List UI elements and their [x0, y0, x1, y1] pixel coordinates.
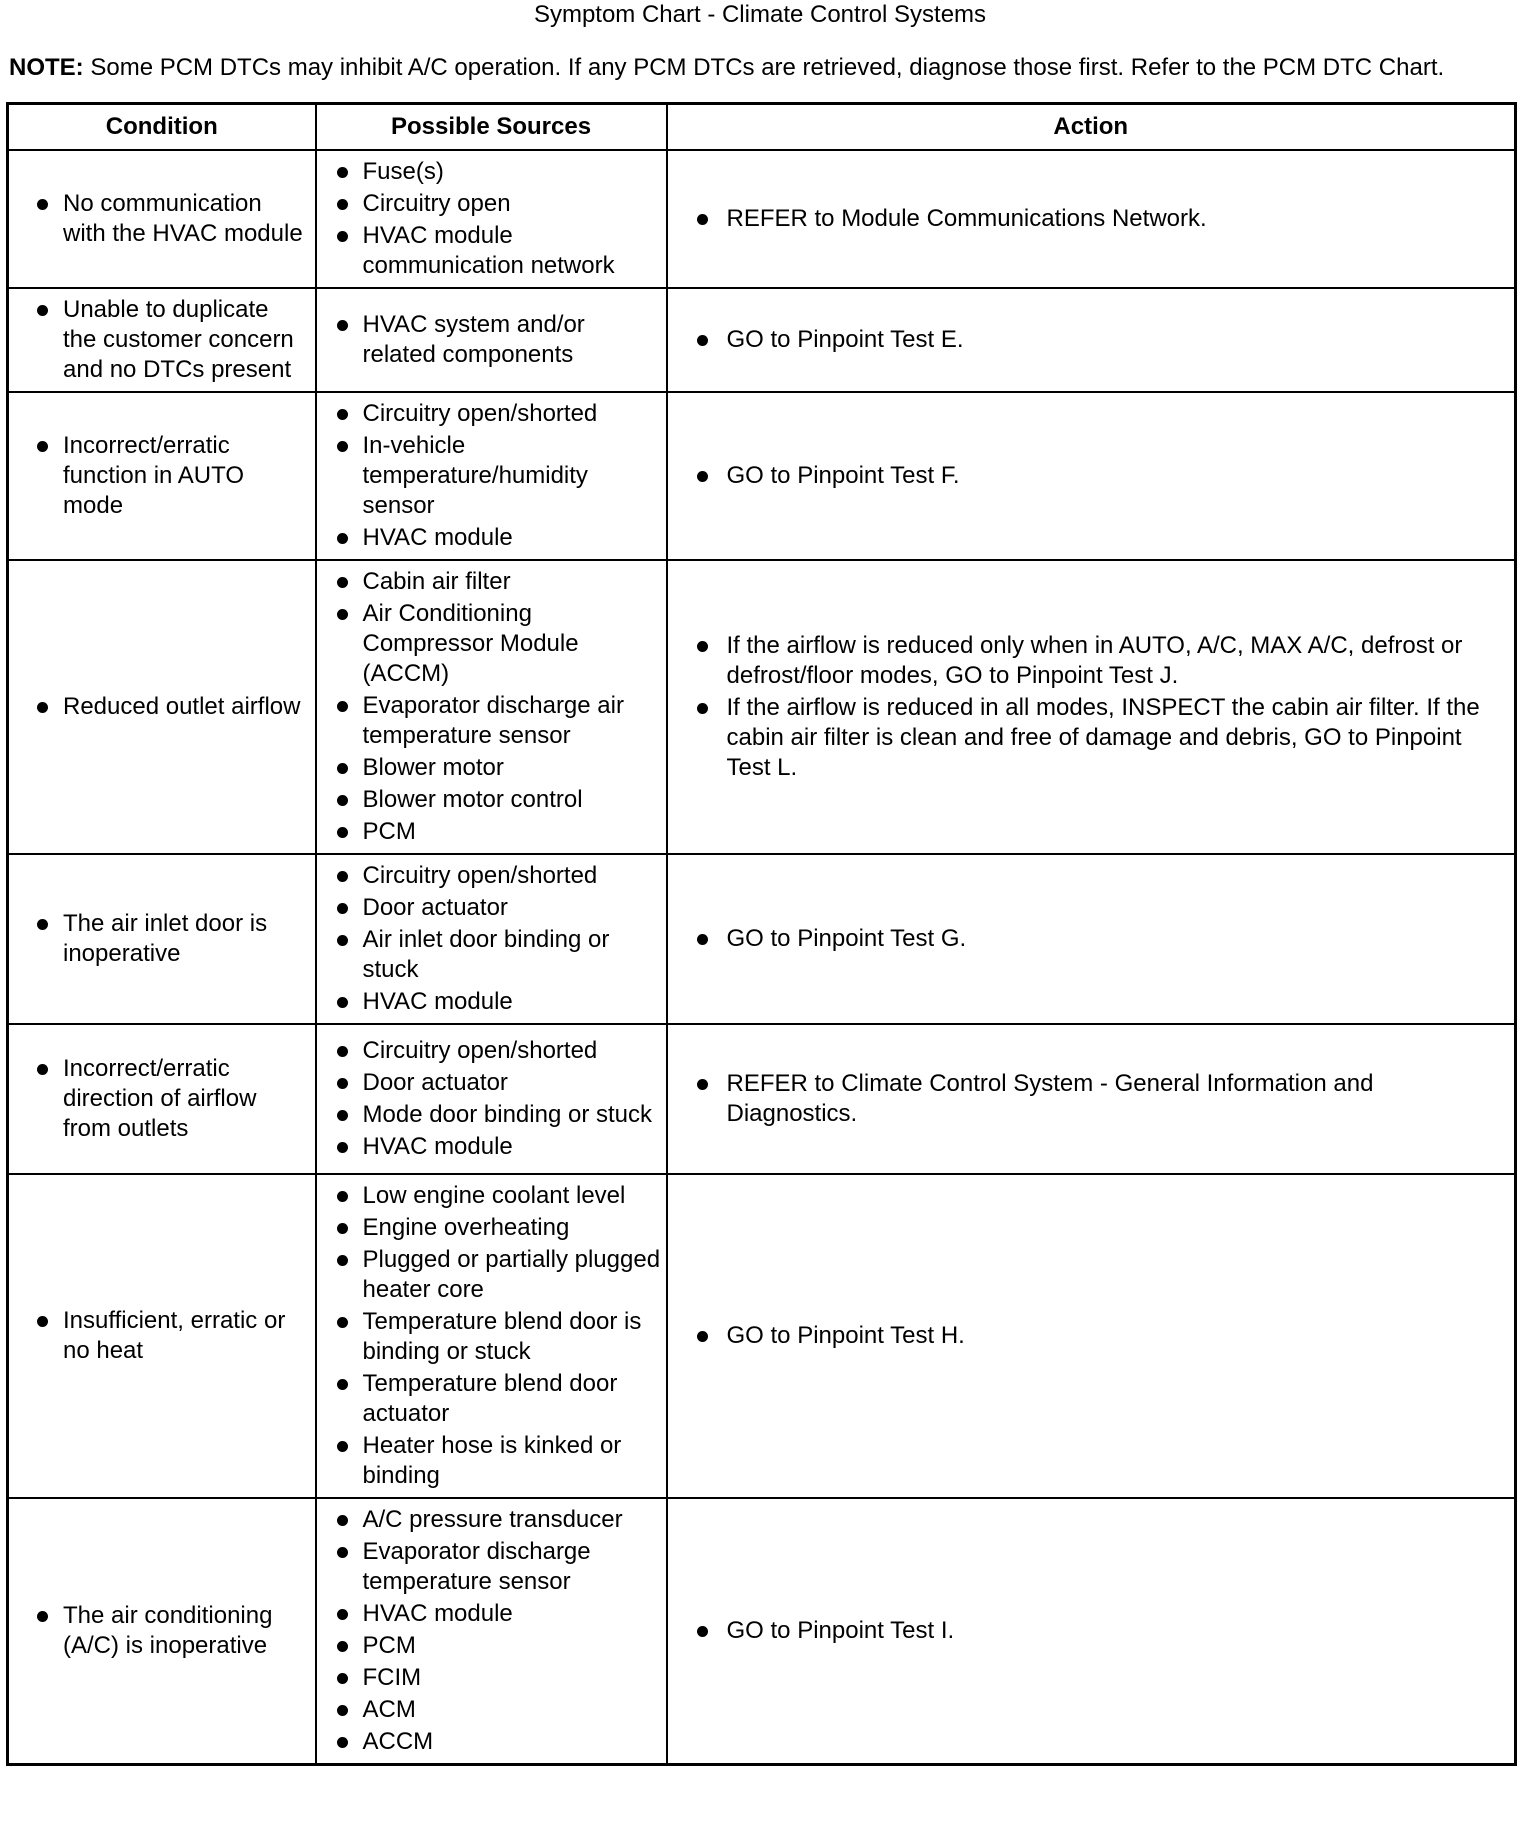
source-item — [319, 1307, 662, 1367]
bullet-icon — [337, 199, 348, 210]
action-item — [671, 1069, 1507, 1129]
source-item — [319, 157, 662, 187]
header-possible-sources: Possible Sources — [316, 104, 667, 151]
source-item-text: Engine overheating — [362, 1214, 570, 1241]
note-label: NOTE: — [9, 54, 84, 81]
source-item — [319, 1505, 662, 1535]
action-item — [671, 924, 1507, 954]
note — [9, 52, 1509, 84]
action-cell — [667, 392, 1516, 560]
source-item — [319, 567, 662, 597]
action-item-list — [668, 198, 1515, 240]
source-item-text: HVAC module communication network — [362, 222, 615, 279]
table-row — [8, 1498, 1516, 1765]
bullet-icon — [337, 1737, 348, 1748]
action-cell — [667, 150, 1516, 288]
source-item — [319, 691, 662, 751]
source-item-text: Temperature blend door actuator — [362, 1370, 618, 1427]
table-row — [8, 392, 1516, 560]
bullet-icon — [37, 1611, 48, 1622]
condition-cell — [8, 1498, 316, 1765]
bullet-icon — [697, 703, 708, 714]
source-item — [319, 1068, 662, 1098]
action-item-text: REFER to Climate Control System - General Information and Diagnostics. — [726, 1070, 1374, 1127]
action-item — [671, 1616, 1507, 1646]
bullet-icon — [697, 934, 708, 945]
source-item — [319, 1132, 662, 1162]
source-item — [319, 599, 662, 689]
source-item-text: FCIM — [362, 1664, 422, 1691]
condition-item-list — [9, 1300, 315, 1372]
source-item-text: Circuitry open/shorted — [362, 1037, 598, 1064]
bullet-icon — [337, 533, 348, 544]
condition-cell — [8, 392, 316, 560]
table-row — [8, 150, 1516, 288]
action-cell — [667, 560, 1516, 854]
source-item-text: Cabin air filter — [362, 568, 511, 595]
source-item-list — [317, 1175, 666, 1497]
condition-item-text: Incorrect/erratic direction of airflow from outlets — [63, 1055, 257, 1142]
condition-item-list — [9, 289, 315, 391]
bullet-icon — [37, 199, 48, 210]
bullet-icon — [337, 1673, 348, 1684]
source-item — [319, 925, 662, 985]
source-item — [319, 1631, 662, 1661]
possible-sources-cell — [316, 1498, 667, 1765]
possible-sources-cell — [316, 392, 667, 560]
bullet-icon — [337, 320, 348, 331]
source-item-list — [317, 151, 666, 287]
condition-item-text: Reduced outlet airflow — [63, 693, 301, 720]
bullet-icon — [337, 1255, 348, 1266]
action-item-list — [668, 1315, 1515, 1357]
bullet-icon — [337, 763, 348, 774]
table-row — [8, 560, 1516, 854]
bullet-icon — [337, 701, 348, 712]
source-item — [319, 893, 662, 923]
condition-item-list — [9, 686, 315, 728]
source-item-text: PCM — [362, 818, 416, 845]
action-item-text: GO to Pinpoint Test F. — [726, 462, 960, 489]
source-item-text: Air Conditioning Compressor Module (ACCM) — [362, 600, 579, 687]
source-item-list — [317, 1030, 666, 1168]
condition-cell — [8, 1024, 316, 1174]
action-item-list — [668, 1063, 1515, 1135]
bullet-icon — [337, 1078, 348, 1089]
bullet-icon — [337, 577, 348, 588]
condition-item-text: Unable to duplicate the customer concern and no DTCs present — [63, 296, 294, 383]
source-item-text: ACCM — [362, 1728, 434, 1755]
header-action: Action — [667, 104, 1516, 151]
condition-cell — [8, 1174, 316, 1498]
possible-sources-cell — [316, 560, 667, 854]
action-item — [671, 461, 1507, 491]
source-item-list — [317, 561, 666, 853]
source-item — [319, 1181, 662, 1211]
bullet-icon — [337, 827, 348, 838]
source-item — [319, 189, 662, 219]
source-item — [319, 861, 662, 891]
bullet-icon — [37, 702, 48, 713]
source-item-text: HVAC system and/or related components — [362, 311, 585, 368]
source-item-text: HVAC module — [362, 1133, 513, 1160]
action-cell — [667, 288, 1516, 392]
document-title: Symptom Chart - Climate Control Systems — [533, 1, 987, 28]
bullet-icon — [337, 1547, 348, 1558]
bullet-icon — [337, 1223, 348, 1234]
possible-sources-cell — [316, 150, 667, 288]
source-item-text: Blower motor control — [362, 786, 583, 813]
source-item — [319, 987, 662, 1017]
condition-item — [19, 189, 305, 249]
bullet-icon — [37, 441, 48, 452]
action-item-list — [668, 625, 1515, 789]
source-item-text: HVAC module — [362, 988, 513, 1015]
bullet-icon — [337, 1142, 348, 1153]
source-item-text: HVAC module — [362, 1600, 513, 1627]
symptom-chart-table — [6, 102, 1517, 1766]
source-item-text: Heater hose is kinked or binding — [362, 1432, 622, 1489]
condition-cell — [8, 854, 316, 1024]
action-item-list — [668, 455, 1515, 497]
action-item — [671, 325, 1507, 355]
condition-item-text: The air inlet door is inoperative — [63, 910, 268, 967]
condition-item — [19, 1054, 305, 1144]
possible-sources-cell — [316, 1024, 667, 1174]
bullet-icon — [697, 335, 708, 346]
note-text: Some PCM DTCs may inhibit A/C operation. If any PCM DTCs are retrieved, diagnose those first. Refer to the PCM DTC Chart. — [83, 54, 1445, 81]
table-row — [8, 1024, 1516, 1174]
source-item — [319, 221, 662, 281]
action-item-text: GO to Pinpoint Test I. — [726, 1617, 955, 1644]
source-item — [319, 1036, 662, 1066]
bullet-icon — [337, 1379, 348, 1390]
condition-item — [19, 295, 305, 385]
source-item — [319, 1213, 662, 1243]
source-item — [319, 1431, 662, 1491]
source-item-text: Blower motor — [362, 754, 504, 781]
source-item-list — [317, 855, 666, 1023]
action-item-text: GO to Pinpoint Test G. — [726, 925, 967, 952]
bullet-icon — [337, 1110, 348, 1121]
source-item-text: HVAC module — [362, 524, 513, 551]
bullet-icon — [337, 231, 348, 242]
source-item — [319, 753, 662, 783]
source-item-text: Air inlet door binding or stuck — [362, 926, 610, 983]
action-cell — [667, 1024, 1516, 1174]
possible-sources-cell — [316, 288, 667, 392]
source-item-list — [317, 393, 666, 559]
condition-item-list — [9, 903, 315, 975]
action-item-text: GO to Pinpoint Test E. — [726, 326, 964, 353]
action-item-text: REFER to Module Communications Network. — [726, 205, 1207, 232]
condition-item — [19, 1306, 305, 1366]
bullet-icon — [337, 871, 348, 882]
bullet-icon — [337, 997, 348, 1008]
bullet-icon — [697, 214, 708, 225]
bullet-icon — [337, 409, 348, 420]
action-item-text: If the airflow is reduced only when in AUTO, A/C, MAX A/C, defrost or defrost/floor modes, GO to Pinpoint Test J. — [726, 632, 1463, 689]
bullet-icon — [337, 167, 348, 178]
condition-item — [19, 431, 305, 521]
source-item-text: Plugged or partially plugged heater core — [362, 1246, 661, 1303]
action-item-list — [668, 918, 1515, 960]
bullet-icon — [337, 609, 348, 620]
bullet-icon — [37, 919, 48, 930]
bullet-icon — [337, 1641, 348, 1652]
source-item-text: Fuse(s) — [362, 158, 444, 185]
header-row — [8, 104, 1516, 151]
action-cell — [667, 854, 1516, 1024]
action-cell — [667, 1174, 1516, 1498]
bullet-icon — [337, 795, 348, 806]
action-item-list — [668, 319, 1515, 361]
possible-sources-cell — [316, 854, 667, 1024]
bullet-icon — [337, 1705, 348, 1716]
source-item-list — [317, 1499, 666, 1763]
action-item — [671, 693, 1507, 783]
source-item-list — [317, 304, 666, 376]
source-item-text: Temperature blend door is binding or stuck — [362, 1308, 642, 1365]
source-item — [319, 817, 662, 847]
source-item-text: Circuitry open — [362, 190, 511, 217]
condition-item-list — [9, 425, 315, 527]
source-item-text: In-vehicle temperature/humidity sensor — [362, 432, 588, 519]
header-condition: Condition — [8, 104, 316, 151]
bullet-icon — [337, 1191, 348, 1202]
condition-cell — [8, 560, 316, 854]
bullet-icon — [37, 1316, 48, 1327]
bullet-icon — [337, 1046, 348, 1057]
condition-cell — [8, 150, 316, 288]
bullet-icon — [697, 1079, 708, 1090]
condition-item-text: The air conditioning (A/C) is inoperative — [63, 1602, 273, 1659]
action-cell — [667, 1498, 1516, 1765]
source-item — [319, 1599, 662, 1629]
condition-item-list — [9, 1048, 315, 1150]
source-item — [319, 1100, 662, 1130]
action-item-text: GO to Pinpoint Test H. — [726, 1322, 965, 1349]
condition-item — [19, 692, 305, 722]
bullet-icon — [337, 441, 348, 452]
bullet-icon — [37, 305, 48, 316]
bullet-icon — [337, 1317, 348, 1328]
condition-item — [19, 909, 305, 969]
condition-item-text: Insufficient, erratic or no heat — [63, 1307, 286, 1364]
table-row — [8, 1174, 1516, 1498]
source-item-text: Low engine coolant level — [362, 1182, 626, 1209]
source-item-text: A/C pressure transducer — [362, 1506, 623, 1533]
source-item — [319, 399, 662, 429]
source-item — [319, 785, 662, 815]
action-item — [671, 631, 1507, 691]
bullet-icon — [337, 935, 348, 946]
bullet-icon — [697, 1626, 708, 1637]
possible-sources-cell — [316, 1174, 667, 1498]
source-item — [319, 1245, 662, 1305]
source-item-text: ACM — [362, 1696, 416, 1723]
table-row — [8, 854, 1516, 1024]
condition-item-list — [9, 183, 315, 255]
source-item — [319, 1369, 662, 1429]
bullet-icon — [337, 1609, 348, 1620]
bullet-icon — [697, 641, 708, 652]
source-item-text: PCM — [362, 1632, 416, 1659]
table-body — [8, 150, 1516, 1765]
bullet-icon — [697, 471, 708, 482]
condition-cell — [8, 288, 316, 392]
bullet-icon — [697, 1331, 708, 1342]
source-item — [319, 1695, 662, 1725]
source-item-text: Circuitry open/shorted — [362, 862, 598, 889]
source-item-text: Evaporator discharge air temperature sensor — [362, 692, 624, 749]
source-item-text: Evaporator discharge temperature sensor — [362, 1538, 591, 1595]
source-item-text: Door actuator — [362, 1069, 508, 1096]
action-item-list — [668, 1610, 1515, 1652]
source-item — [319, 1537, 662, 1597]
condition-item-list — [9, 1595, 315, 1667]
condition-item — [19, 1601, 305, 1661]
source-item — [319, 310, 662, 370]
source-item-text: Door actuator — [362, 894, 508, 921]
bullet-icon — [337, 1515, 348, 1526]
action-item — [671, 1321, 1507, 1351]
bullet-icon — [37, 1064, 48, 1075]
source-item — [319, 523, 662, 553]
source-item — [319, 1727, 662, 1757]
action-item-text: If the airflow is reduced in all modes, INSPECT the cabin air filter. If the cabin air filter is clean and free of damage and debris, GO to Pinpoint Test L. — [726, 694, 1480, 781]
source-item-text: Circuitry open/shorted — [362, 400, 598, 427]
source-item — [319, 431, 662, 521]
condition-item-text: Incorrect/erratic function in AUTO mode — [63, 432, 244, 519]
source-item-text: Mode door binding or stuck — [362, 1101, 652, 1128]
source-item — [319, 1663, 662, 1693]
condition-item-text: No communication with the HVAC module — [63, 190, 303, 247]
bullet-icon — [337, 903, 348, 914]
bullet-icon — [337, 1441, 348, 1452]
table-row — [8, 288, 1516, 392]
action-item — [671, 204, 1507, 234]
